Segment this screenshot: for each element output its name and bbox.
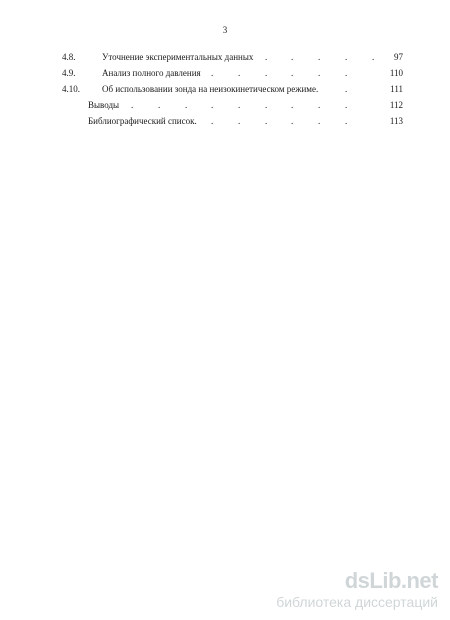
page-number: 3 [222,25,228,35]
toc-row [0,98,450,112]
toc-title: Уточнение экспериментальных данных [102,52,254,62]
watermark [276,570,438,610]
toc-leader-dots: . . . . . . . . . [131,100,348,110]
toc-title: Об использовании зонда на неизокинетическом режиме. [102,84,319,94]
toc-number: 4.8. [62,52,76,62]
toc-row [0,50,450,64]
toc-title: Библиографический список. [88,116,197,126]
watermark-subtitle: библиотека диссертаций [276,594,438,610]
toc-row [0,82,450,96]
toc-title: Анализ полного давления [102,68,201,78]
toc-leader-dots: . . . . . . [211,116,348,126]
watermark-logo: dsLib.net [344,568,438,593]
toc-row [0,66,450,80]
toc-leader-dots: . [345,84,348,94]
toc-number: 4.9. [62,68,76,78]
toc-page: 113 [389,116,403,126]
toc-number: 4.10. [62,84,80,94]
toc-title: Выводы [88,100,120,110]
toc-leader-dots: . . . . . . [211,68,348,78]
toc-leader-dots: . . . . . [265,52,375,62]
toc-page: 110 [389,68,403,78]
toc-page: 112 [389,100,403,110]
toc-page: 111 [390,84,403,94]
toc-row [0,114,450,128]
toc-page: 97 [394,52,403,62]
